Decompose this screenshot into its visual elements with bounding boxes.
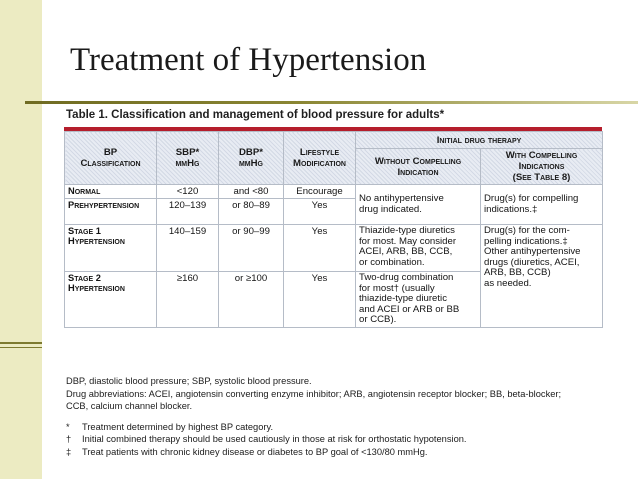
table-row-stage1 <box>65 225 603 272</box>
header-sbp: SBP* mmHg <box>157 132 219 185</box>
cell-dbp-normal: and <80 <box>219 185 284 199</box>
cell-class-normal: Normal <box>65 185 157 199</box>
left-strip-rule <box>0 342 42 344</box>
cell-lifestyle-prehypertension: Yes <box>284 199 356 225</box>
slide-title: Treatment of Hypertension <box>70 42 427 78</box>
cell-sbp-stage2: ≥160 <box>157 272 219 328</box>
cell-lifestyle-stage1: Yes <box>284 225 356 272</box>
cell-class-prehypertension: Prehypertension <box>65 199 157 225</box>
cell-sbp-stage1: 140–159 <box>157 225 219 272</box>
header-without-compelling: Without Compelling Indication <box>356 149 481 185</box>
cell-dbp-prehypertension: or 80–89 <box>219 199 284 225</box>
abbrev-line-1: DBP, diastolic blood pressure; SBP, systolic blood pressure. <box>66 376 312 386</box>
left-decor-strip <box>0 0 42 479</box>
left-strip-rule-thin <box>0 347 42 348</box>
header-initial-drug-therapy: Initial drug therapy <box>356 132 603 149</box>
abbrev-line-2: Drug abbreviations: ACEI, angiotensin converting enzyme inhibitor; ARB, angiotensin receptor blocker; BB, beta-blocker; <box>66 388 562 399</box>
footnote-asterisk: * Treatment determined by highest BP category. <box>66 421 274 432</box>
header-bp-classification: BP Classification <box>65 132 157 185</box>
table-footnotes <box>66 375 616 459</box>
cell-lifestyle-stage2: Yes <box>284 272 356 328</box>
header-lifestyle: Lifestyle Modification <box>284 132 356 185</box>
footnote-dagger: † Initial combined therapy should be used cautiously in those at risk for orthostatic hypotension. <box>66 434 467 445</box>
cell-dbp-stage1: or 90–99 <box>219 225 284 272</box>
table-caption: Table 1. Classification and management of blood pressure for adults* <box>66 109 445 121</box>
header-dbp: DBP* mmHg <box>219 132 284 185</box>
table-row-normal <box>65 185 603 199</box>
cell-sbp-normal: <120 <box>157 185 219 199</box>
title-underline <box>25 101 638 104</box>
cell-class-stage2: Stage 2 Hypertension <box>65 272 157 328</box>
cell-lifestyle-normal: Encourage <box>284 185 356 199</box>
cell-without-stage1: Thiazide-type diuretics for most. May consider ACEI, ARB, BB, CCB, or combination. <box>356 225 481 272</box>
footnote-double-dagger: ‡ Treat patients with chronic kidney disease or diabetes to BP goal of <130/80 mmHg. <box>66 446 428 457</box>
bp-classification-table <box>64 131 603 328</box>
cell-dbp-stage2: or ≥100 <box>219 272 284 328</box>
cell-sbp-prehypertension: 120–139 <box>157 199 219 225</box>
cell-without-stage2: Two-drug combination for most† (usually thiazide-type diuretic and ACEI or ARB or BB or CCB). <box>356 272 481 328</box>
cell-with-stage: Drug(s) for the com- pelling indications.‡ Other antihypertensive drugs (diuretics, ACEI, ARB, BB, CCB) as needed. <box>481 225 603 328</box>
abbrev-line-3: CCB, calcium channel blocker. <box>66 401 193 412</box>
cell-with-normal-pre: Drug(s) for compelling indications.‡ <box>481 185 603 225</box>
header-with-compelling: With Compelling Indications (See Table 8) <box>481 149 603 185</box>
cell-without-normal-pre: No antihypertensive drug indicated. <box>356 185 481 225</box>
cell-class-stage1: Stage 1 Hypertension <box>65 225 157 272</box>
